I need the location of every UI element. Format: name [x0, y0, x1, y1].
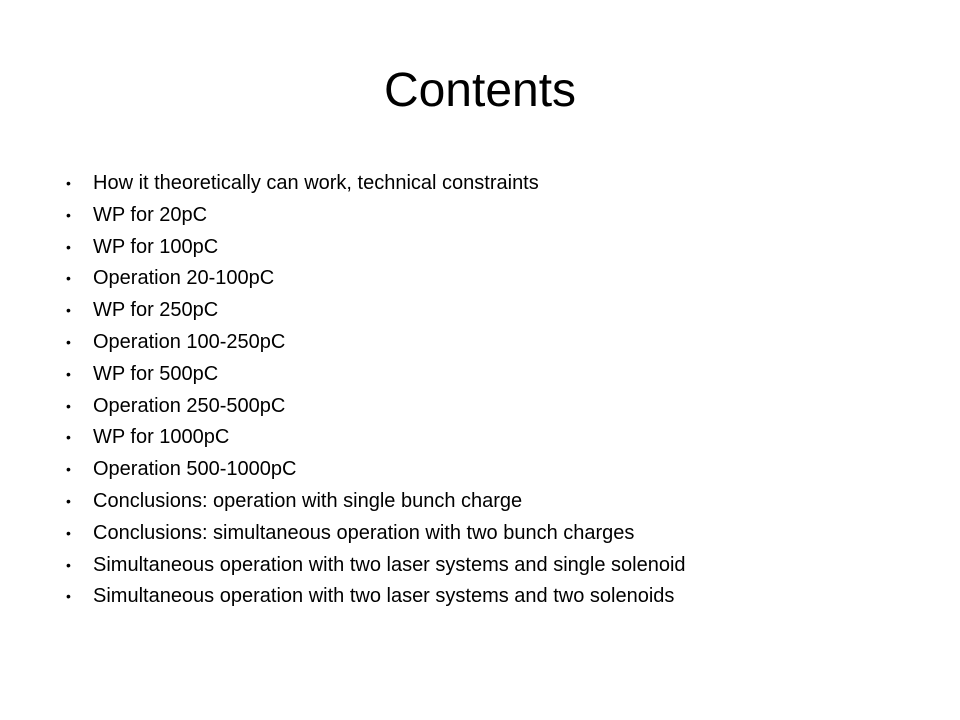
bullet-icon: • [66, 429, 71, 446]
bullet-icon: • [66, 588, 71, 605]
list-item-text: Conclusions: operation with single bunch charge [93, 489, 523, 512]
bullet-icon: • [66, 270, 71, 287]
bullet-icon: • [66, 302, 71, 319]
list-item [64, 200, 686, 232]
bullet-icon: • [66, 524, 71, 541]
list-item [64, 518, 686, 550]
list-item-text: Operation 100-250pC [93, 330, 286, 353]
list-item-text: WP for 500pC [93, 362, 219, 385]
list-item-text: Simultaneous operation with two laser systems and two solenoids [93, 585, 675, 608]
list-item [64, 263, 686, 295]
list-item [64, 295, 686, 327]
list-item [64, 168, 686, 200]
list-item [64, 391, 686, 423]
list-item [64, 486, 686, 518]
list-item [64, 232, 686, 264]
list-item-text: WP for 250pC [93, 299, 219, 322]
list-item-text: Simultaneous operation with two laser systems and single solenoid [93, 553, 686, 576]
list-item-text: WP for 20pC [93, 203, 208, 226]
bullet-icon: • [66, 238, 71, 255]
bullet-icon: • [66, 492, 71, 509]
list-item [64, 454, 686, 486]
list-item [64, 422, 686, 454]
list-item-text: Operation 500-1000pC [93, 458, 297, 481]
bullet-icon: • [66, 556, 71, 573]
list-item [64, 327, 686, 359]
list-item-text: WP for 1000pC [93, 426, 230, 449]
list-item-text: How it theoretically can work, technical constraints [93, 172, 539, 194]
bullet-icon: • [66, 397, 71, 414]
list-item-text: WP for 100pC [93, 235, 219, 258]
list-item [64, 359, 686, 391]
list-item-text: Operation 20-100pC [93, 267, 275, 290]
bullet-icon: • [66, 365, 71, 382]
list-item-text: Operation 250-500pC [93, 394, 286, 417]
bullet-icon: • [66, 206, 71, 223]
slide-title: Contents [383, 64, 577, 117]
list-item [64, 581, 686, 613]
bullet-icon: • [66, 333, 71, 350]
list-item [64, 550, 686, 582]
list-item-text: Conclusions: simultaneous operation with two bunch charges [93, 521, 635, 544]
bullet-list [64, 168, 686, 613]
bullet-icon: • [66, 175, 71, 191]
bullet-icon: • [66, 461, 71, 478]
